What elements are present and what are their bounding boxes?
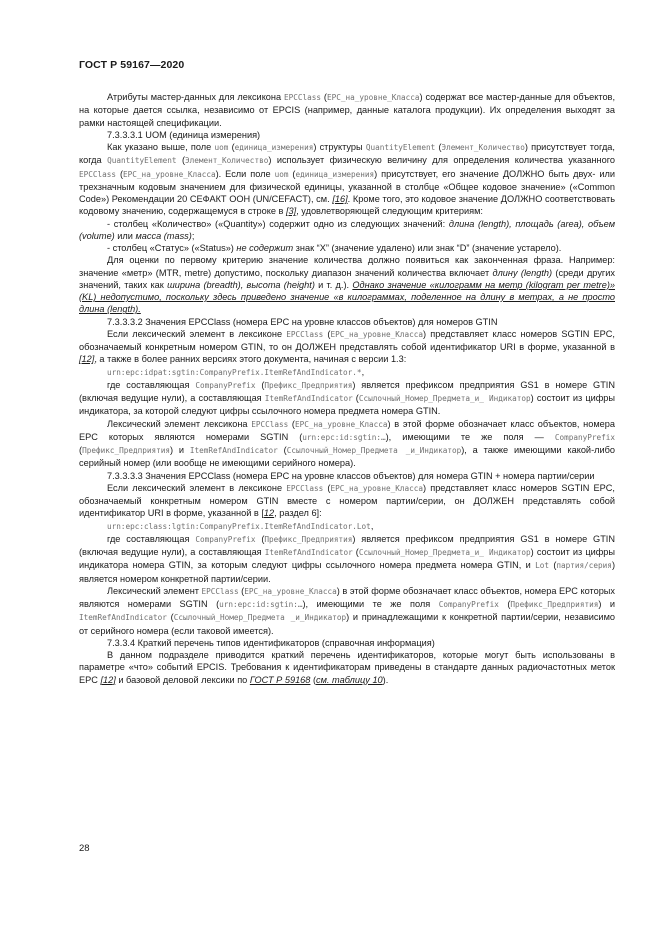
paragraph	[79, 366, 615, 379]
code-term: CompanyPrefix	[438, 600, 499, 609]
reference-link: [12]	[79, 354, 95, 365]
code-term: CompanyPrefix	[554, 432, 615, 442]
paragraph	[79, 129, 615, 141]
text-run: ) состоит из цифры индикатора, за которой следуют цифры ссылочного номера предмета номера GTIN.	[79, 393, 615, 417]
text-run: (	[238, 585, 245, 596]
code-term: Префикс_Предприятия	[510, 600, 599, 609]
text-run: , раздел 6]:	[274, 508, 322, 519]
text-run: где составляющая	[107, 533, 196, 544]
text-run: - столбец «Статус» («Status»)	[107, 243, 237, 253]
code-term: CompanyPrefix	[195, 534, 256, 544]
code-term: QuantityElement	[365, 143, 436, 152]
text-run: ), имеющими те же поля —	[385, 431, 555, 442]
code-term: EPCClass	[286, 329, 324, 339]
text-run: (	[352, 547, 359, 557]
text-run: длину (length)	[492, 267, 553, 278]
code-term: Lot	[535, 561, 549, 571]
code-term: EPC_на_уровне_Класса	[244, 586, 337, 596]
text-run: 7.3.3.3.3 Значения EPCClass (номера EPC на уровне классов объектов) для номера GTIN + номера партии/серии	[107, 470, 595, 481]
code-term: uom	[274, 169, 289, 179]
reference-link: Однако значение «килограмм на метр (kilogram per metre)» (KL) недопустимо, поскольку здесь приведено значение «в килограммах, поделенное на длину в метрах, а не просто длина (length).	[79, 279, 616, 315]
text-run: ) и	[170, 445, 190, 455]
text-run: , удовлетворяющей следующим критериям:	[296, 206, 483, 217]
paragraph	[79, 242, 615, 254]
text-run: ) присутствует тогда, когда	[79, 142, 615, 166]
code-term: EPC_на_уровне_Класса	[326, 93, 420, 102]
text-run: не содержит	[236, 243, 294, 253]
paragraph	[79, 379, 615, 418]
paragraph	[79, 637, 615, 649]
text-run: Если лексический элемент в лексиконе	[107, 482, 287, 493]
paragraph	[79, 470, 615, 482]
text-run: ) использует физическую величину для определения количества указанного	[268, 155, 615, 166]
reference-link: [3]	[285, 206, 297, 217]
text-run: (	[321, 92, 327, 102]
code-term: EPC_на_уровне_Класса	[330, 329, 424, 339]
code-term: urn:epc:id:sgtin:…	[219, 600, 303, 609]
code-term: urn:epc:class:lgtin:CompanyPrefix.ItemRefAndIndicator.Lot	[107, 521, 371, 531]
text-run: ;	[191, 230, 195, 241]
paragraph	[79, 585, 615, 637]
text-run: (	[255, 379, 265, 390]
text-run: 7.3.3.3.2 Значения EPCClass (номера EPC на уровне классов объектов) для номеров GTIN	[107, 316, 498, 327]
text-run: Для оценки по первому критерию значение количества должно появиться как законченная фраза. Например: значение «метр» (MTR, metre) допустимо, поскольку диапазон значений количества включает	[79, 255, 615, 278]
code-term: Префикс_Предприятия	[264, 534, 353, 544]
text-run: ,	[370, 520, 374, 531]
code-term: Ссылочный_Номер_Предмета_и_ Индикатор	[358, 548, 531, 557]
text-run: ), а также имеющими какой-либо серийный номер (или вообще не имеющими серийного номера).	[79, 445, 615, 469]
code-term: EPCClass	[251, 419, 289, 429]
code-term: QuantityElement	[107, 156, 177, 166]
text-run: (	[435, 142, 442, 152]
text-run: ) и принадлежащими к конкретной партии/серии, независимо от серийного номера (если таковой имеется).	[79, 612, 615, 636]
code-term: Префикс_Предприятия	[264, 380, 353, 390]
code-term: ItemRefAndIndicator	[189, 446, 278, 455]
text-run: . Кроме того, это кодовое значение ДОЛЖНО соответствовать кодовому значению, содержащемуся в строке в	[79, 194, 615, 217]
paragraph	[79, 141, 615, 218]
text-run: (	[310, 674, 317, 685]
code-term: Ссылочный_Номер_Предмета_и_ Индикатор	[358, 394, 531, 403]
text-run: ширина (breadth), высота (height)	[167, 279, 315, 290]
text-run: (	[255, 533, 265, 544]
text-run: ) в этой форме обозначает класс объектов, номера EPC которых являются номерами SGTIN (	[79, 585, 615, 609]
document-body	[79, 91, 615, 686]
text-run: (	[288, 168, 296, 179]
reference-link: [16]	[332, 194, 348, 204]
paragraph	[79, 254, 615, 315]
text-run: ). Если поле	[215, 168, 275, 179]
text-run: (	[228, 142, 235, 152]
code-term: ItemRefAndIndicator	[264, 394, 353, 403]
text-run: (	[176, 155, 186, 166]
text-run: (	[323, 328, 331, 339]
text-run: и базовой деловой лексики по	[115, 674, 250, 685]
text-run: , а также в более ранних версиях этого документа, начиная с версии 1.3:	[94, 354, 407, 365]
paragraph	[79, 218, 615, 243]
text-run: ), имеющими те же поля	[302, 599, 439, 609]
text-run: ) структуры	[313, 142, 366, 152]
code-term: EPCClass	[201, 586, 239, 596]
text-run: (	[166, 612, 174, 623]
text-run: Лексический элемент лексикона	[107, 418, 252, 429]
text-run: (	[288, 418, 295, 429]
code-term: ItemRefAndIndicator	[79, 613, 167, 623]
text-run: 7.3.3.4 Краткий перечень типов идентификаторов (справочная информация)	[107, 637, 435, 648]
text-run: ) в этой форме обозначает класс объектов, номера EPC которых являются номерами SGTIN (	[79, 418, 615, 442]
code-term: EPC_на_уровне_Класса	[330, 483, 424, 493]
text-run: (среди других значений, таких как	[79, 267, 615, 290]
text-run: - столбец «Количество» («Quantity») содержит одно из следующих значений:	[107, 218, 449, 229]
text-run: (	[116, 168, 124, 179]
text-run: или	[114, 230, 136, 241]
text-run: (	[352, 393, 359, 403]
reference-link: см. таблицу 10	[316, 674, 383, 685]
text-run: ) и	[598, 599, 615, 609]
paragraph	[79, 520, 615, 533]
code-term: EPCClass	[79, 169, 117, 179]
text-run: длина (length), площадь (area), объем (volume)	[79, 218, 615, 241]
paragraph	[79, 418, 615, 470]
text-run: ).	[382, 674, 389, 685]
text-run: ) является номером конкретной партии/серии.	[79, 560, 615, 584]
text-run: и т. д.).	[314, 279, 353, 290]
paragraph	[79, 91, 615, 129]
text-run: ) является префиксом предприятия GS1 в номере GTIN (включая ведущие нули), а составляющая	[79, 533, 615, 557]
paragraph	[79, 328, 615, 366]
code-term: Ссылочный_Номер_Предмета _и_Индикатор	[173, 613, 347, 623]
text-run: Если лексический элемент в лексиконе	[107, 328, 287, 339]
text-run: ,	[361, 366, 365, 377]
text-run: 7.3.3.3.1 UOM (единица измерения)	[107, 129, 261, 140]
text-run: Как указано выше, поле	[107, 142, 215, 152]
text-run: В данном подразделе приводится краткий перечень идентификаторов, которые могут быть использованы в параметре «что» событий EPCIS. Требования к идентификаторам приведены в стандарте данных радиочастотных меток EPC	[79, 650, 615, 685]
text-run: ) присутствует, его значение ДОЛЖНО быть двух- или трехзначным кодовым значением для физической единицы, указанной в столбце «Общее кодовое значение» («Common Code») Рекомендации 20 СЕФАКТ ООН (UN/CEFACT), см.	[79, 168, 615, 204]
code-term: партия/серия	[556, 561, 612, 571]
code-term: urn:epc:id:sgtin:…	[302, 432, 386, 442]
code-term: CompanyPrefix	[195, 380, 256, 390]
text-run: ) является префиксом предприятия GS1 в номере GTIN (включая ведущие нули), а составляющая	[79, 379, 615, 403]
code-term: EPC_на_уровне_Класса	[123, 169, 216, 179]
text-run: знак “X” (значение удалено) или знак “D” (значение устарело).	[293, 243, 562, 253]
text-run: (	[79, 445, 83, 455]
text-run: (	[498, 599, 511, 609]
paragraph	[79, 533, 615, 585]
text-run: ) содержат все мастер-данные для объектов, на которые дается ссылка, независимо от EPCIS (например, данные каталога продукции). Их определения выходят за рамки настоящей спецификации.	[79, 92, 615, 128]
text-run: где составляющая	[107, 379, 196, 390]
code-term: urn:epc:idpat:sgtin:CompanyPrefix.ItemRefAndIndicator.*	[107, 367, 362, 377]
code-term: единица_измерения	[234, 143, 314, 152]
page-number: 28	[79, 843, 90, 854]
reference-link: 12	[263, 508, 275, 519]
code-term: Ссылочный_Номер_Предмета _и_Индикатор	[286, 446, 462, 455]
text-run: (	[323, 482, 331, 493]
reference-link: ГОСТ Р 59168	[249, 674, 311, 685]
text-run: ) представляет класс номеров SGTIN EPC, обозначаемый конкретным номером GTIN вместе с номером партии/серии, он ДОЛЖЕН представлять собой идентификатор URI в форме, указанной в [	[79, 482, 615, 519]
text-run: (	[549, 560, 557, 571]
code-term: Префикс_Предприятия	[82, 446, 170, 455]
code-term: единица_измерения	[295, 169, 375, 179]
paragraph	[79, 649, 615, 686]
reference-link: [12]	[100, 674, 116, 685]
code-term: ItemRefAndIndicator	[264, 548, 353, 557]
document-header: ГОСТ Р 59167—2020	[79, 59, 185, 71]
text-run: Лексический элемент	[107, 585, 202, 596]
paragraph	[79, 316, 615, 328]
code-term: Элемент_Количество	[185, 156, 269, 166]
code-term: Элемент_Количество	[441, 143, 525, 152]
text-run: (	[277, 445, 287, 455]
code-term: EPCClass	[286, 483, 324, 493]
code-term: EPC_на_уровне_Класса	[294, 419, 388, 429]
text-run: ) представляет класс номеров SGTIN EPC, обозначаемый конкретным номером GTIN, то он ДОЛЖЕН представлять собой идентификатор URI в форме, указанной в	[79, 328, 615, 352]
paragraph	[79, 482, 615, 520]
code-term: EPCClass	[283, 93, 322, 102]
text-run: Атрибуты мастер-данных для лексикона	[107, 92, 284, 102]
text-run: ) состоит из цифры индикатора номера GTIN, за которым следуют цифры ссылочного номера предмета номера GTIN, и	[79, 547, 615, 571]
text-run: масса (mass)	[135, 230, 192, 241]
code-term: uom	[214, 143, 229, 152]
